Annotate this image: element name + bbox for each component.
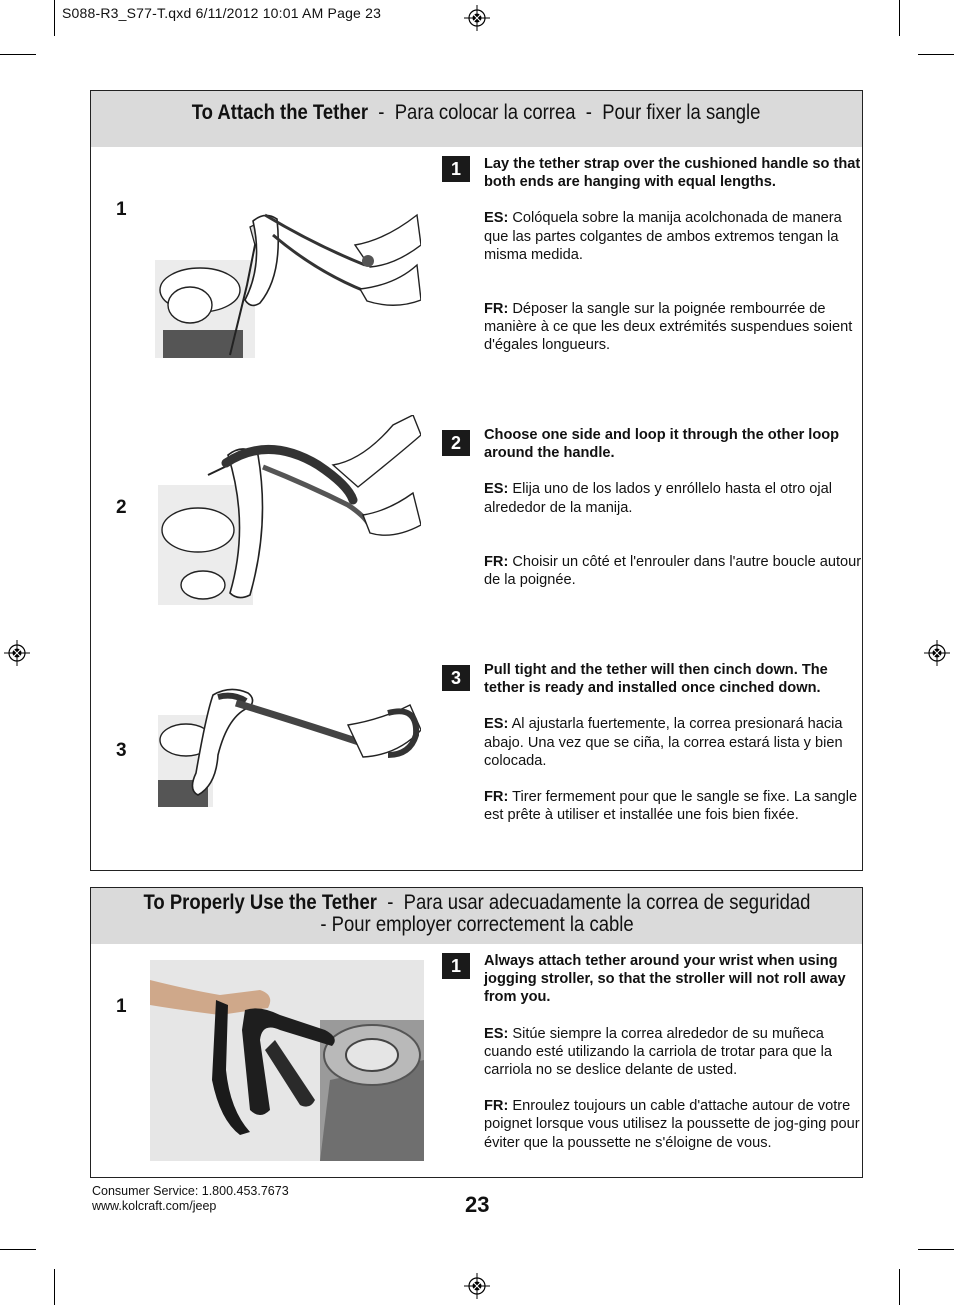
step-badge: 2 xyxy=(442,430,470,456)
step-instructions xyxy=(484,952,862,1152)
website-link[interactable]: www.kolcraft.com/jeep xyxy=(92,1199,217,1213)
instruction-es: ES: Al ajustarla fuertemente, la correa presionará hacia abajo. Una vez que se ciña, la correa estará lista y bien colocada. xyxy=(484,716,843,769)
page-number: 23 xyxy=(465,1192,490,1217)
instruction-es: ES: Colóquela sobre la manija acolchonada de manera que las partes colgantes de ambos extremos tengan la misma medida. xyxy=(484,210,842,263)
step-instructions xyxy=(484,426,864,589)
figure-number: 1 xyxy=(116,996,127,1017)
instruction-en: Pull tight and the tether will then cinch down. The tether is ready and installed once cinched down. xyxy=(484,662,828,697)
registration-mark-icon xyxy=(464,1273,490,1299)
step-instructions xyxy=(484,155,864,355)
step-badge: 1 xyxy=(442,156,470,182)
crop-mark xyxy=(918,54,954,55)
figure-number: 1 xyxy=(116,199,127,220)
stroller-handle-illustration xyxy=(158,685,421,807)
crop-mark xyxy=(0,1249,36,1250)
registration-mark-icon xyxy=(924,640,950,666)
crop-mark xyxy=(0,54,36,55)
section-header xyxy=(91,888,862,944)
instruction-fr: FR: Déposer la sangle sur la poignée rembourrée de manière à ce que les deux extrémités suspendues soient d'égales longueurs. xyxy=(484,301,853,354)
registration-mark-icon xyxy=(464,5,490,31)
crop-mark xyxy=(54,0,55,36)
step-badge: 1 xyxy=(442,953,470,979)
section-title: To Attach the Tether - Para colocar la correa - Pour fixer la sangle xyxy=(192,101,761,124)
figure-number: 2 xyxy=(116,497,127,518)
instruction-en: Always attach tether around your wrist when using jogging stroller, so that the stroller will not roll away from you. xyxy=(484,953,846,1006)
consumer-service-phone: Consumer Service: 1.800.453.7673 xyxy=(92,1184,289,1198)
instruction-fr: FR: Choisir un côté et l'enrouler dans l'autre boucle autour de la poignée. xyxy=(484,553,862,589)
section-header xyxy=(91,91,862,147)
crop-mark xyxy=(899,1269,900,1305)
registration-mark-icon xyxy=(4,640,30,666)
crop-mark xyxy=(918,1249,954,1250)
footer-contact xyxy=(92,1184,289,1214)
section-title-line2: - Pour employer correctement la cable xyxy=(319,913,634,936)
crop-mark xyxy=(899,0,900,36)
crop-mark xyxy=(54,1269,55,1305)
instruction-es: ES: Elija uno de los lados y enróllelo hasta el otro ojal alrededor de la manija. xyxy=(484,481,833,516)
instruction-fr: FR: Enroulez toujours un cable d'attache autour de votre poignet lorsque vous utilisez la poussette de jog-ging pour éviter que la poussette ne s'éloigne de vous. xyxy=(484,1098,860,1151)
figure-number: 3 xyxy=(116,740,127,761)
instruction-en: Lay the tether strap over the cushioned handle so that both ends are hanging with equal lengths. xyxy=(484,156,861,191)
stroller-handle-illustration xyxy=(155,205,421,358)
instruction-es: ES: Sitúe siempre la correa alrededor de su muñeca cuando esté utilizando la carriola de trotar para que la carriola no se deslice delante de usted. xyxy=(484,1025,833,1079)
stroller-handle-illustration xyxy=(158,415,421,605)
section-title: To Properly Use the Tether - Para usar adecuadamente la correa de seguridad xyxy=(143,891,810,914)
tether-wrist-photo xyxy=(150,960,424,1161)
instruction-en: Choose one side and loop it through the other loop around the handle. xyxy=(484,427,840,462)
instruction-fr: FR: Tirer fermement pour que le sangle se fixe. La sangle est prête à utiliser et installée une fois bien fixée. xyxy=(484,789,858,824)
step-instructions xyxy=(484,661,864,824)
print-slug: S088-R3_S77-T.qxd 6/11/2012 10:01 AM Page 23 xyxy=(62,5,382,21)
step-badge: 3 xyxy=(442,665,470,691)
